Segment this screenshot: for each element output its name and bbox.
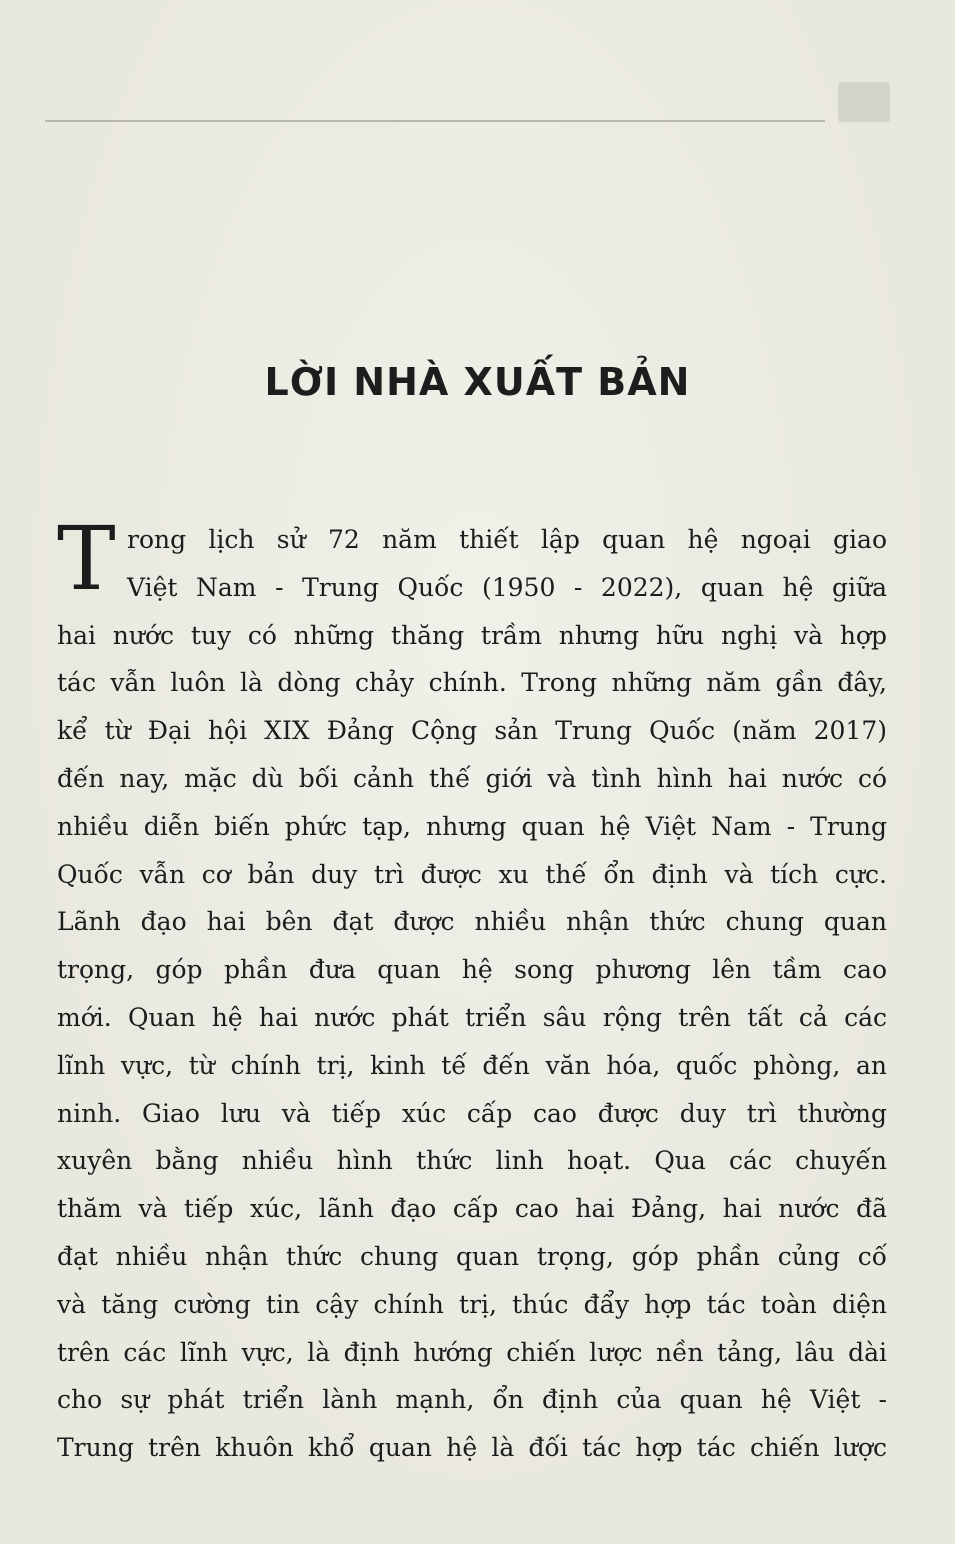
- text-line: Việt Nam - Trung Quốc (1950 - 2022), quan hệ giữa: [127, 572, 887, 602]
- text-line: thăm và tiếp xúc, lãnh đạo cấp cao hai Đảng, hai nước đã: [57, 1194, 887, 1224]
- text-line: mới. Quan hệ hai nước phát triển sâu rộng trên tất cả các: [57, 1002, 887, 1032]
- text-line: lĩnh vực, từ chính trị, kinh tế đến văn hóa, quốc phòng, an: [57, 1050, 887, 1080]
- text-line: Quốc vẫn cơ bản duy trì được xu thế ổn định và tích cực.: [57, 859, 887, 889]
- drop-cap: T: [57, 507, 116, 610]
- text-line: đạt nhiều nhận thức chung quan trọng, góp phần củng cố: [57, 1241, 887, 1271]
- text-line: trên các lĩnh vực, là định hướng chiến lược nền tảng, lâu dài: [57, 1337, 887, 1367]
- body-paragraph: [57, 507, 887, 1472]
- text-line: và tăng cường tin cậy chính trị, thúc đẩy hợp tác toàn diện: [57, 1289, 887, 1319]
- text-line: trọng, góp phần đưa quan hệ song phương lên tầm cao: [57, 955, 887, 985]
- text-line: Trung trên khuôn khổ quan hệ là đối tác hợp tác chiến lược: [57, 1433, 887, 1463]
- page-title: LỜI NHÀ XUẤT BẢN: [264, 360, 691, 404]
- page-number-smudge: [838, 82, 890, 122]
- text-line: ninh. Giao lưu và tiếp xúc cấp cao được duy trì thường: [57, 1098, 887, 1128]
- text-line: tác vẫn luôn là dòng chảy chính. Trong những năm gần đây,: [57, 668, 887, 698]
- text-line: rong lịch sử 72 năm thiết lập quan hệ ngoại giao: [127, 525, 887, 554]
- text-line: hai nước tuy có những thăng trầm nhưng hữu nghị và hợp: [57, 620, 887, 650]
- text-line: kể từ Đại hội XIX Đảng Cộng sản Trung Quốc (năm 2017): [57, 716, 887, 746]
- text-line: cho sự phát triển lành mạnh, ổn định của quan hệ Việt -: [57, 1385, 887, 1415]
- text-line: đến nay, mặc dù bối cảnh thế giới và tình hình hai nước có: [57, 763, 887, 793]
- text-line: xuyên bằng nhiều hình thức linh hoạt. Qua các chuyến: [57, 1146, 887, 1176]
- text-line: Lãnh đạo hai bên đạt được nhiều nhận thức chung quan: [57, 907, 887, 937]
- text-line: nhiều diễn biến phức tạp, nhưng quan hệ Việt Nam - Trung: [57, 811, 887, 841]
- header-rule: [45, 120, 825, 122]
